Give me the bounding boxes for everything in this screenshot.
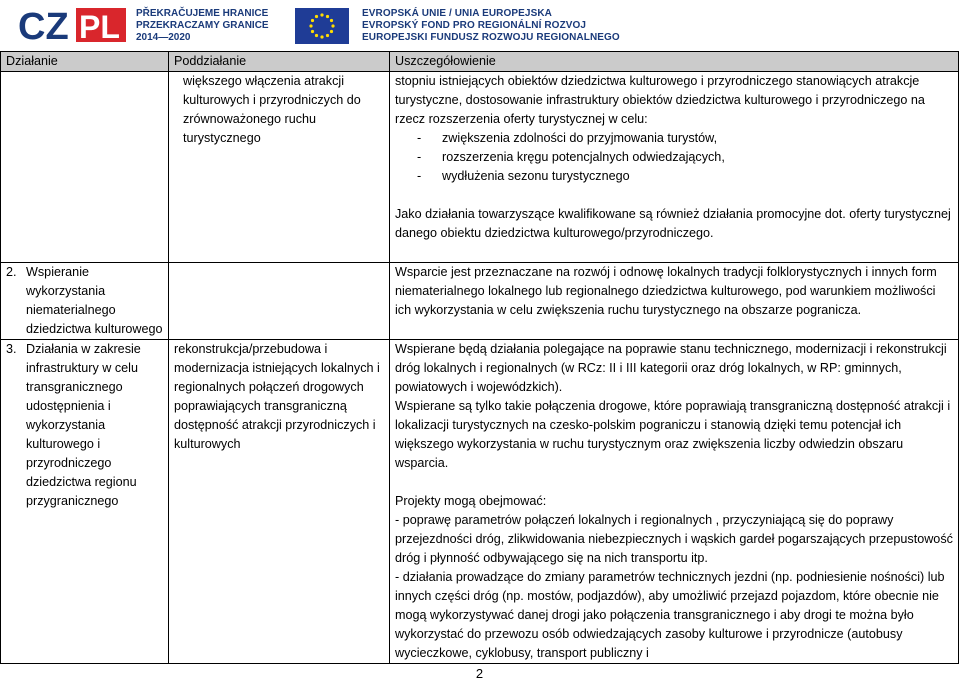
svg-text:CZ: CZ (18, 6, 69, 44)
row2-action: Wspieranie wykorzystania niematerialnego dziedzictwa kulturowego (26, 265, 163, 336)
programme-line-pl: PRZEKRACZAMY GRANICE (136, 20, 269, 31)
czpl-logo (18, 6, 128, 44)
eu-line-2: EVROPSKÝ FOND PRO REGIONÁLNÍ ROZVOJ (362, 20, 587, 31)
row2-col2 (169, 263, 390, 340)
programme-line-cz: PŘEKRAČUJEME HRANICE (136, 8, 269, 19)
row3-paragraph-5: - działania prowadzące do zmiany parametrów technicznych jezdni (np. podniesienie nośności) lub innych części dróg (np. mostów, podjazdów), aby umożliwić przejazd pojazdom, które obecnie nie mogą wykorzystywać danej drogi jako połączenia transgranicznego i aby drogi te można było wykorzystać do przewozu osób odwiedzających zasoby kulturowe i przyrodnicze (autobusy wycieczkowe, cyklobusy, transport publiczny i (395, 570, 945, 660)
table-header-row (1, 52, 959, 72)
table-row (1, 340, 959, 664)
table-row (1, 263, 959, 340)
header-uszczegolowienie: Uszczegółowienie (390, 52, 959, 72)
row2-detail: Wsparcie jest przeznaczane na rozwój i odnowę lokalnych tradycji folklorystycznych i innych form niematerialnego lokalnego lub regionalnego dziedzictwa kulturowego, pod warunkiem możliwości ich wykorzystania w celu zwiększenia ruchu turystycznego na obszarze pogranicza. (395, 265, 937, 317)
eu-flag-icon (295, 8, 349, 44)
row3-paragraph-4: - poprawę parametrów połączeń lokalnych i regionalnych , przyczyniającą się do poprawy przejezdności dróg, zlikwidowania niebezpiecznych i wąskich gardeł pogarszających przepustowość dróg i płynność odbywającego się na nich transportu itp. (395, 513, 953, 565)
list-item: - zwiększenia zdolności do przyjmowania turystów, (417, 131, 718, 145)
row3-paragraph-3: Projekty mogą obejmować: (395, 494, 547, 508)
row1-col3 (390, 72, 959, 263)
row3-number: 3. (6, 342, 17, 356)
list-item: - rozszerzenia kręgu potencjalnych odwiedzających, (417, 150, 725, 164)
page-number: 2 (475, 666, 484, 681)
header-dzialanie: Działanie (1, 52, 169, 72)
row3-paragraph-2: Wspierane są tylko takie połączenia drogowe, które poprawiają transgraniczną dostępność atrakcji i lokalizacji turystycznych na czesko-polskim pograniczu i stanowią dzięki temu potencjał ich większego wykorzystania w ruchu turystycznym oraz zwiększenia liczby odwiedzin obszaru wsparcia. (395, 399, 951, 470)
svg-text:PL: PL (79, 9, 120, 44)
measures-table (0, 51, 959, 664)
header-poddzialanie: Poddziałanie (169, 52, 390, 72)
row3-col2 (169, 340, 390, 664)
row1-col1 (1, 72, 169, 263)
row2-col1 (1, 263, 169, 340)
row1-col2 (169, 72, 390, 263)
table-row (1, 72, 959, 263)
eu-line-1: EVROPSKÁ UNIE / UNIA EUROPEJSKA (362, 8, 552, 19)
row3-col1 (1, 340, 169, 664)
programme-name (136, 8, 269, 44)
list-item: - wydłużenia sezonu turystycznego (417, 169, 630, 183)
row3-action: Działania w zakresie infrastruktury w celu transgranicznego udostępnienia i wykorzystania kulturowego i przyrodniczego dziedzictwa regionu przygranicznego (26, 342, 141, 508)
row1-intro: stopniu istniejących obiektów dziedzictwa kulturowego i przyrodniczego stanowiących atrakcje turystyczne, dostosowanie infrastruktury obiektów dziedzictwa kulturowego i przyrodniczego na rzecz rozszerzenia oferty turystycznej w celu: (395, 74, 925, 126)
row3-subaction: rekonstrukcja/przebudowa i modernizacja istniejących lokalnych i regionalnych połączeń drogowych poprawiających transgraniczną dostępność atrakcji przyrodniczych i kulturowych (174, 342, 380, 451)
row2-col3 (390, 263, 959, 340)
page-header (0, 0, 959, 48)
eu-fund-name (362, 8, 620, 44)
programme-years: 2014—2020 (136, 32, 191, 43)
row3-col3 (390, 340, 959, 664)
row3-paragraph-1: Wspierane będą działania polegające na poprawie stanu technicznego, modernizacji i rekonstrukcji dróg lokalnych i regionalnych (w RCz: II i III kategorii oraz dróg lokalnych, w RP: gminnych, powiatowych i wojewódzkich). (395, 342, 947, 394)
row1-note: Jako działania towarzyszące kwalifikowane są również działania promocyjne dot. oferty turystycznej danego obiektu dziedzictwa kulturowego/przyrodniczego. (395, 207, 951, 240)
row1-subaction: większego włączenia atrakcji kulturowych i przyrodniczych do zrównoważonego ruchu turystycznego (183, 74, 361, 145)
eu-line-3: EUROPEJSKI FUNDUSZ ROZWOJU REGIONALNEGO (362, 32, 620, 43)
row2-number: 2. (6, 265, 17, 279)
